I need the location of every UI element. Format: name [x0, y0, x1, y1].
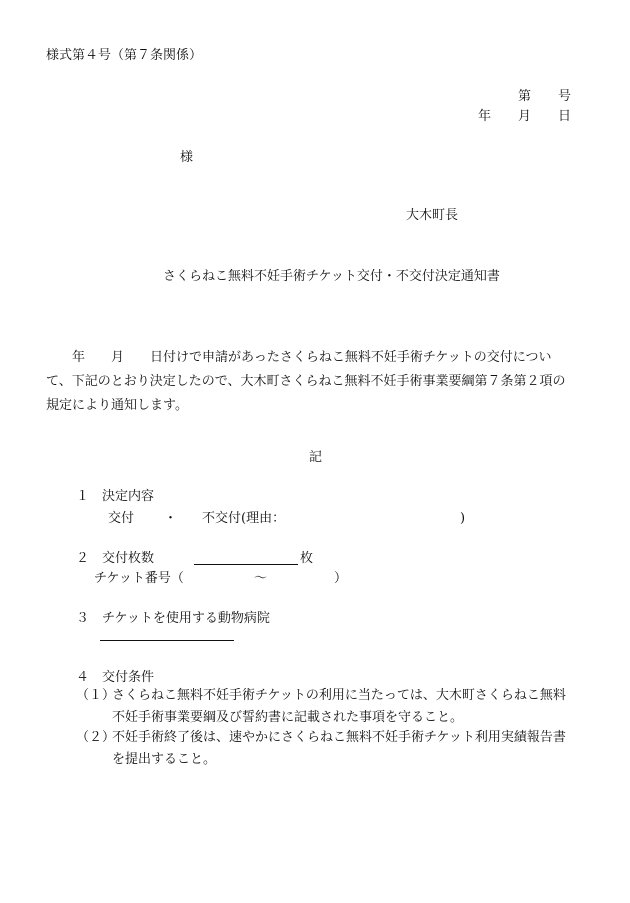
hospital-field [100, 626, 234, 647]
condition-2 [76, 727, 588, 771]
reason-close-paren: ) [460, 511, 466, 526]
ticket-number-close-paren: ） [334, 571, 348, 586]
issue-count-field [194, 550, 298, 571]
condition-1-line-2: 不妊手術事業要綱及び誓約書に記載された事項を守ること。 [112, 710, 464, 725]
date-year: 年 [478, 109, 492, 124]
body-paragraph [46, 346, 586, 418]
ki-heading: 記 [309, 450, 323, 465]
condition-1-line-1: さくらねこ無料不妊手術チケットの利用に当たっては、大木町さくらねこ無料 [112, 688, 566, 703]
number-dai: 第 [518, 89, 532, 104]
section3-heading: ３ チケットを使用する動物病院 [76, 611, 270, 626]
body-line-3: 規定により通知します。 [46, 398, 188, 413]
condition-1 [76, 685, 588, 729]
option-issue: 交付 [108, 511, 135, 526]
addressee-suffix: 様 [180, 150, 194, 165]
condition-2-line-1: 不妊手術終了後は、速やかにさくらねこ無料不妊手術チケット利用実績報告書 [112, 730, 566, 745]
form-label: 様式第４号（第７条関係） [46, 48, 203, 63]
issuer: 大木町長 [406, 208, 459, 223]
condition-2-number: （２） [76, 730, 116, 745]
option-separator: ・ [164, 511, 178, 526]
condition-2-line-2: を提出すること。 [112, 752, 217, 767]
hospital-underline [100, 626, 234, 641]
ticket-number-label: チケット番号（ [94, 571, 184, 586]
issue-count-underline [194, 550, 298, 565]
section2-heading: ２ 交付枚数 [76, 551, 155, 566]
ticket-number-tilde: ～ [254, 571, 268, 586]
number-go: 号 [558, 89, 572, 104]
option-refuse: 不交付(理由： [202, 511, 286, 526]
section4-heading: ４ 交付条件 [76, 670, 155, 685]
date-month: 月 [518, 109, 532, 124]
condition-1-number: （１） [76, 688, 116, 703]
section1-heading: １ 決定内容 [76, 489, 155, 504]
date-day: 日 [558, 109, 572, 124]
document-title: さくらねこ無料不妊手術チケット交付・不交付決定通知書 [163, 269, 500, 284]
issue-count-unit: 枚 [300, 551, 314, 566]
body-line-2: て、下記のとおり決定したので、大木町さくらねこ無料不妊手術事業要綱第７条第２項の [46, 374, 566, 389]
body-line-1: 年 月 日付けで申請があったさくらねこ無料不妊手術チケットの交付につい [46, 350, 552, 365]
